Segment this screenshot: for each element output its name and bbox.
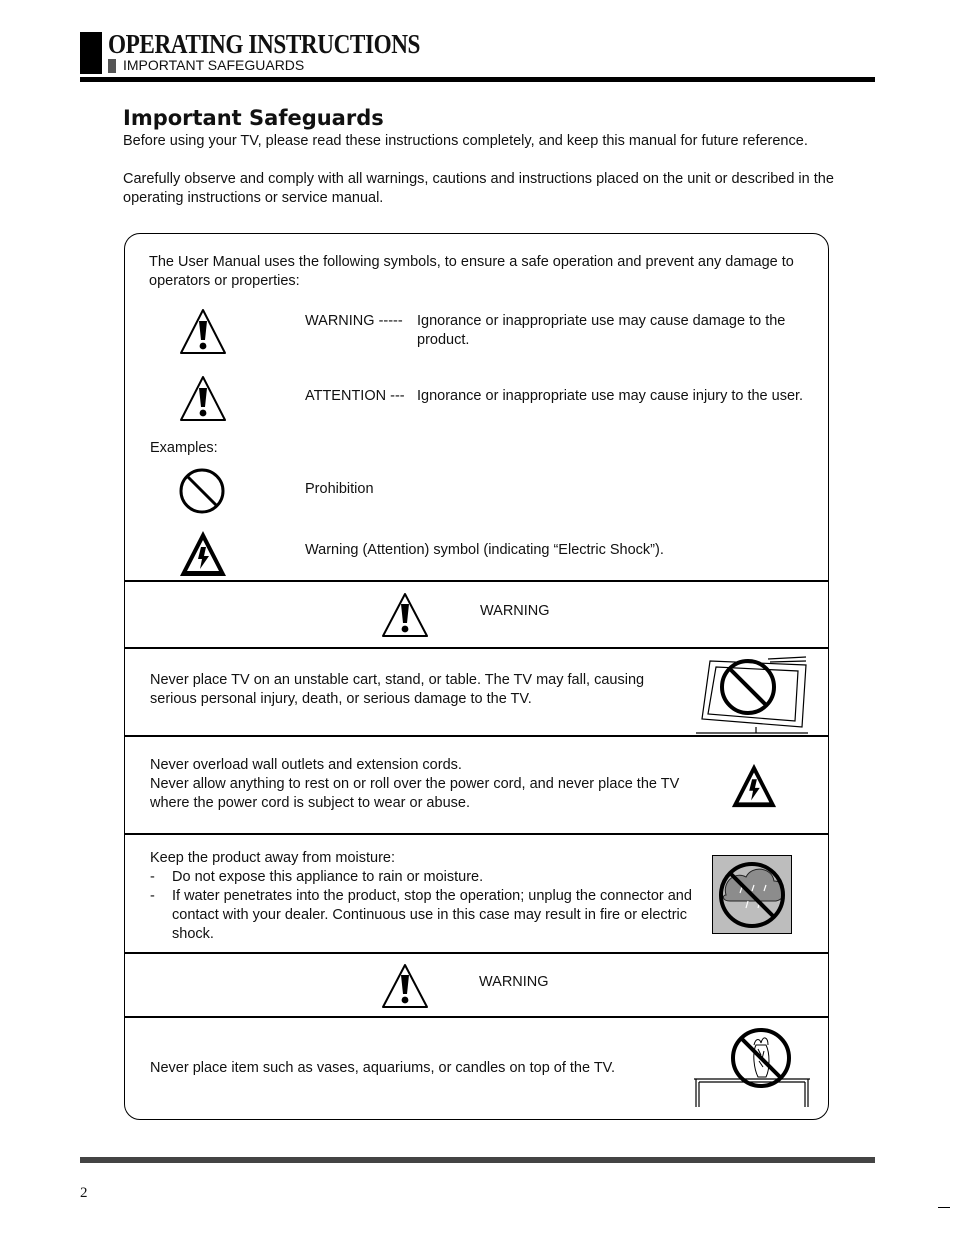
divider [125,580,829,582]
moisture-heading: Keep the product away from moisture: [150,850,396,866]
moisture-bullet-1: Do not expose this appliance to rain or moisture. [172,869,484,885]
electric-shock-label: Warning (Attention) symbol (indicating “Electric Shock”). [305,542,664,558]
header-subtitle-marker [108,59,116,73]
unstable-cart-warning: Never place TV on an unstable cart, stand, or table. The TV may fall, causing serious personal injury, death, or serious damage to the TV. [150,672,645,707]
section2-heading: WARNING [479,974,549,990]
tv-falling-prohibited-icon [696,653,808,735]
no-rain-icon [712,855,792,934]
attention-symbol-label: ATTENTION --- [305,388,405,404]
warning-triangle-icon [380,962,430,1010]
examples-label: Examples: [150,440,218,456]
divider [125,952,829,954]
header-rule [80,77,875,82]
symbols-lead: The User Manual uses the following symbols, to ensure a safe operation and prevent any damage to operators or properties: [149,254,794,289]
warning-triangle-icon [380,591,430,639]
header-black-block [80,32,102,74]
page-title: Important Safeguards [123,106,384,130]
prohibition-icon [178,467,226,515]
header-subtitle: IMPORTANT SAFEGUARDS [123,57,305,73]
divider [125,647,829,649]
attention-symbol-desc: Ignorance or inappropriate use may cause injury to the user. [417,388,804,404]
power-cord-warning: Never overload wall outlets and extension cords. Never allow anything to rest on or roll over the power cord, and never place the TV where the power cord is subject to wear or abuse. [150,757,680,811]
warning-symbol-desc: Ignorance or inappropriate use may cause damage to the product. [417,313,786,348]
vase-warning: Never place item such as vases, aquariums, or candles on top of the TV. [150,1060,616,1076]
no-vase-on-tv-icon [694,1025,810,1107]
bullet-dash: - [150,869,155,885]
warning-triangle-icon [178,307,228,357]
page-number: 2 [80,1185,88,1201]
divider [125,833,829,835]
intro-paragraph-1: Before using your TV, please read these instructions completely, and keep this manual for future reference. [123,133,808,149]
moisture-bullet-2: If water penetrates into the product, stop the operation; unplug the connector and contact with your dealer. Continuous use in this case may result in fire or electric shock. [172,888,692,942]
electric-shock-icon [730,761,778,811]
prohibition-label: Prohibition [305,481,374,497]
corner-mark [938,1207,950,1208]
intro-paragraph-2: Carefully observe and comply with all warnings, cautions and instructions placed on the unit or described in the operating instructions or service manual. [123,171,834,206]
divider [125,735,829,737]
attention-triangle-icon [178,374,228,424]
warning-symbol-label: WARNING ----- [305,313,403,329]
bullet-dash: - [150,888,155,904]
divider [125,1016,829,1018]
electric-shock-icon [178,529,228,579]
section1-heading: WARNING [480,603,550,619]
footer-rule [80,1157,875,1163]
header-title: OPERATING INSTRUCTIONS [108,29,421,59]
